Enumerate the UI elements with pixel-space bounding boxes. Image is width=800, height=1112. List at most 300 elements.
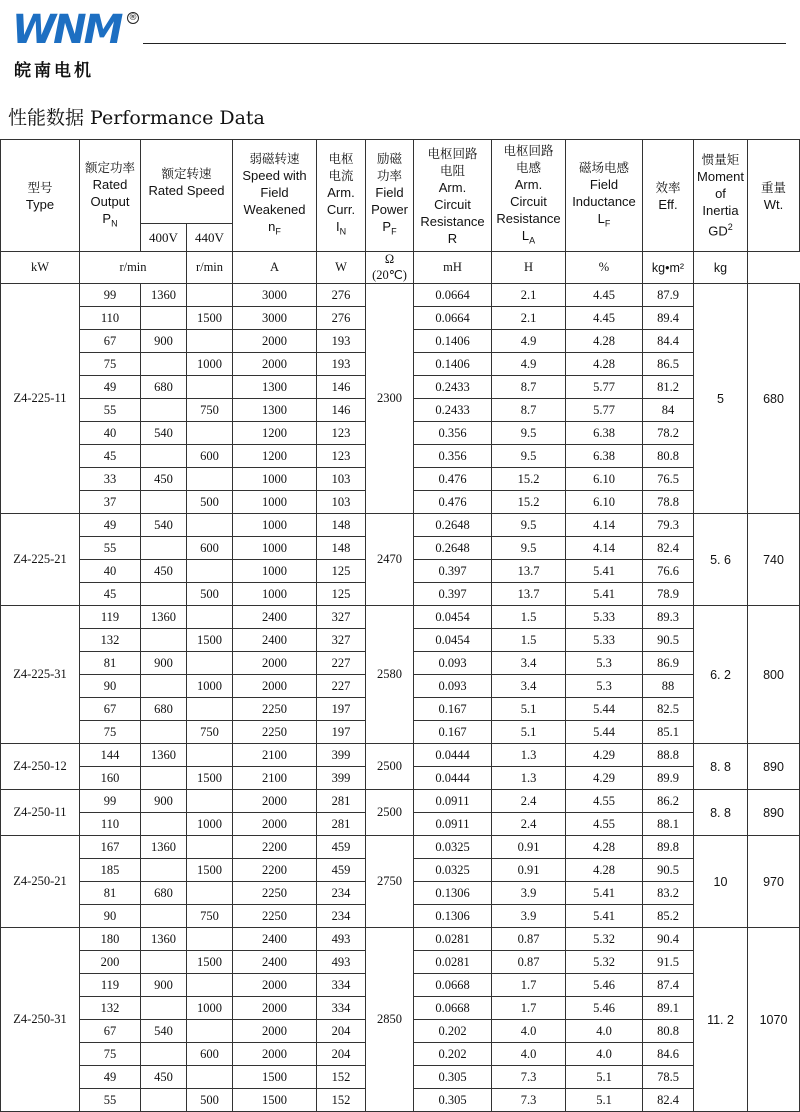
inertia-cell: 8. 8 [694, 744, 748, 790]
resistance-cell: 0.202 [414, 1020, 492, 1043]
field-inductance-cell: 5.41 [566, 583, 643, 606]
efficiency-cell: 91.5 [643, 951, 694, 974]
weakened-speed-cell: 2000 [233, 353, 317, 376]
current-cell: 103 [317, 491, 366, 514]
unit-cell: r/min [80, 252, 187, 284]
current-cell: 334 [317, 997, 366, 1020]
efficiency-cell: 78.9 [643, 583, 694, 606]
resistance-cell: 0.397 [414, 583, 492, 606]
type-cell: Z4-250-31 [1, 928, 80, 1112]
speed-400v-cell [141, 767, 187, 790]
resistance-cell: 0.476 [414, 491, 492, 514]
weakened-speed-cell: 1200 [233, 445, 317, 468]
resistance-cell: 0.397 [414, 560, 492, 583]
resistance-cell: 0.0444 [414, 767, 492, 790]
field-inductance-cell: 5.41 [566, 905, 643, 928]
speed-440v-cell [187, 928, 233, 951]
field-inductance-cell: 5.33 [566, 629, 643, 652]
resistance-cell: 0.0911 [414, 790, 492, 813]
speed-440v-cell: 500 [187, 491, 233, 514]
speed-400v-cell: 540 [141, 514, 187, 537]
arm-inductance-cell: 9.5 [492, 514, 566, 537]
weakened-speed-cell: 1200 [233, 422, 317, 445]
weakened-speed-cell: 2000 [233, 1020, 317, 1043]
resistance-cell: 0.2433 [414, 376, 492, 399]
arm-inductance-cell: 0.87 [492, 951, 566, 974]
speed-440v-cell: 600 [187, 1043, 233, 1066]
output-cell: 49 [80, 1066, 141, 1089]
speed-400v-cell: 1360 [141, 606, 187, 629]
resistance-cell: 0.093 [414, 675, 492, 698]
field-inductance-cell: 5.41 [566, 560, 643, 583]
efficiency-cell: 90.4 [643, 928, 694, 951]
table-row [1, 514, 800, 537]
speed-400v-cell: 900 [141, 790, 187, 813]
header-field-inductance: 磁场电感 Field Inductance $L_F$ [566, 140, 643, 252]
arm-inductance-cell: 5.1 [492, 698, 566, 721]
arm-inductance-cell: 7.3 [492, 1066, 566, 1089]
speed-400v-cell [141, 675, 187, 698]
weakened-speed-cell: 2250 [233, 905, 317, 928]
resistance-cell: 0.0281 [414, 928, 492, 951]
table-body [1, 252, 800, 1112]
field-inductance-cell: 4.55 [566, 813, 643, 836]
speed-440v-cell: 1000 [187, 813, 233, 836]
header-output: 额定功率 Rated Output $P_N$ [80, 140, 141, 252]
arm-inductance-cell: 1.3 [492, 767, 566, 790]
field-inductance-cell: 5.1 [566, 1089, 643, 1112]
current-cell: 204 [317, 1043, 366, 1066]
weakened-speed-cell: 2400 [233, 951, 317, 974]
output-cell: 81 [80, 652, 141, 675]
weight-cell: 800 [748, 606, 800, 744]
weakened-speed-cell: 2100 [233, 767, 317, 790]
field-inductance-cell: 5.46 [566, 974, 643, 997]
efficiency-cell: 81.2 [643, 376, 694, 399]
speed-400v-cell [141, 721, 187, 744]
speed-440v-cell: 600 [187, 537, 233, 560]
arm-inductance-cell: 3.9 [492, 905, 566, 928]
speed-400v-cell: 450 [141, 560, 187, 583]
header-type: 型号 Type [1, 140, 80, 252]
efficiency-cell: 85.1 [643, 721, 694, 744]
speed-440v-cell [187, 882, 233, 905]
output-cell: 185 [80, 859, 141, 882]
resistance-cell: 0.1306 [414, 905, 492, 928]
current-cell: 493 [317, 928, 366, 951]
speed-400v-cell: 900 [141, 652, 187, 675]
resistance-cell: 0.0325 [414, 859, 492, 882]
field-inductance-cell: 5.1 [566, 1066, 643, 1089]
current-cell: 152 [317, 1066, 366, 1089]
speed-400v-cell [141, 353, 187, 376]
speed-440v-cell [187, 1020, 233, 1043]
current-cell: 152 [317, 1089, 366, 1112]
header-weakened: 弱磁转速 Speed with Field Weakened $n_F$ [233, 140, 317, 252]
output-cell: 119 [80, 606, 141, 629]
weakened-speed-cell: 2400 [233, 928, 317, 951]
output-cell: 144 [80, 744, 141, 767]
output-cell: 99 [80, 284, 141, 307]
resistance-cell: 0.093 [414, 652, 492, 675]
unit-cell: W [317, 252, 366, 284]
current-cell: 227 [317, 652, 366, 675]
resistance-cell: 0.1406 [414, 353, 492, 376]
arm-inductance-cell: 1.3 [492, 744, 566, 767]
speed-440v-cell [187, 514, 233, 537]
weakened-speed-cell: 2400 [233, 629, 317, 652]
field-inductance-cell: 6.10 [566, 468, 643, 491]
arm-inductance-cell: 2.4 [492, 790, 566, 813]
header-current: 电枢 电流 Arm. Curr. $I_N$ [317, 140, 366, 252]
speed-400v-cell [141, 583, 187, 606]
efficiency-cell: 86.9 [643, 652, 694, 675]
weakened-speed-cell: 2000 [233, 1043, 317, 1066]
type-cell: Z4-225-31 [1, 606, 80, 744]
resistance-cell: 0.167 [414, 698, 492, 721]
speed-440v-cell [187, 284, 233, 307]
speed-400v-cell [141, 1043, 187, 1066]
arm-inductance-cell: 0.91 [492, 836, 566, 859]
speed-400v-cell [141, 951, 187, 974]
arm-inductance-cell: 5.1 [492, 721, 566, 744]
output-cell: 67 [80, 1020, 141, 1043]
field-power-cell: 2300 [366, 284, 414, 514]
resistance-cell: 0.0454 [414, 629, 492, 652]
speed-400v-cell: 680 [141, 698, 187, 721]
efficiency-cell: 89.9 [643, 767, 694, 790]
header-speed: 额定转速 Rated Speed [141, 140, 233, 224]
speed-440v-cell [187, 422, 233, 445]
speed-440v-cell: 1500 [187, 951, 233, 974]
speed-440v-cell: 1500 [187, 307, 233, 330]
output-cell: 167 [80, 836, 141, 859]
weakened-speed-cell: 2000 [233, 997, 317, 1020]
current-cell: 197 [317, 698, 366, 721]
unit-cell: A [233, 252, 317, 284]
arm-inductance-cell: 1.5 [492, 606, 566, 629]
speed-400v-cell: 450 [141, 1066, 187, 1089]
type-cell: Z4-225-11 [1, 284, 80, 514]
field-inductance-cell: 5.3 [566, 675, 643, 698]
output-cell: 99 [80, 790, 141, 813]
unit-cell: kg•m² [643, 252, 694, 284]
arm-inductance-cell: 13.7 [492, 583, 566, 606]
speed-440v-cell: 1500 [187, 859, 233, 882]
current-cell: 276 [317, 284, 366, 307]
output-cell: 75 [80, 721, 141, 744]
resistance-cell: 0.0281 [414, 951, 492, 974]
resistance-cell: 0.356 [414, 422, 492, 445]
current-cell: 493 [317, 951, 366, 974]
weakened-speed-cell: 1000 [233, 583, 317, 606]
field-power-cell: 2500 [366, 790, 414, 836]
current-cell: 327 [317, 606, 366, 629]
resistance-cell: 0.1406 [414, 330, 492, 353]
resistance-cell: 0.0325 [414, 836, 492, 859]
header-440v: 440V [187, 224, 233, 252]
type-cell: Z4-225-21 [1, 514, 80, 606]
current-cell: 234 [317, 882, 366, 905]
weakened-speed-cell: 2000 [233, 675, 317, 698]
speed-440v-cell: 500 [187, 583, 233, 606]
weight-cell: 890 [748, 790, 800, 836]
arm-inductance-cell: 9.5 [492, 422, 566, 445]
field-power-cell: 2470 [366, 514, 414, 606]
weight-cell: 890 [748, 744, 800, 790]
brand-mark: WNM [12, 7, 121, 53]
weakened-speed-cell: 1500 [233, 1066, 317, 1089]
resistance-cell: 0.1306 [414, 882, 492, 905]
current-cell: 327 [317, 629, 366, 652]
current-cell: 281 [317, 790, 366, 813]
speed-400v-cell [141, 859, 187, 882]
efficiency-cell: 80.8 [643, 1020, 694, 1043]
speed-440v-cell: 1500 [187, 629, 233, 652]
speed-440v-cell [187, 790, 233, 813]
efficiency-cell: 82.4 [643, 1089, 694, 1112]
weakened-speed-cell: 2200 [233, 859, 317, 882]
output-cell: 180 [80, 928, 141, 951]
speed-440v-cell: 1500 [187, 767, 233, 790]
arm-inductance-cell: 7.3 [492, 1089, 566, 1112]
current-cell: 276 [317, 307, 366, 330]
output-cell: 90 [80, 675, 141, 698]
arm-inductance-cell: 4.9 [492, 353, 566, 376]
output-cell: 49 [80, 376, 141, 399]
efficiency-cell: 76.6 [643, 560, 694, 583]
current-cell: 148 [317, 537, 366, 560]
current-cell: 125 [317, 583, 366, 606]
table-row [1, 928, 800, 951]
weakened-speed-cell: 1000 [233, 560, 317, 583]
table-row [1, 284, 800, 307]
weakened-speed-cell: 1300 [233, 376, 317, 399]
unit-cell: mH [414, 252, 492, 284]
resistance-cell: 0.2433 [414, 399, 492, 422]
speed-440v-cell [187, 468, 233, 491]
current-cell: 399 [317, 744, 366, 767]
output-cell: 40 [80, 422, 141, 445]
registered-mark: ® [128, 13, 138, 23]
current-cell: 281 [317, 813, 366, 836]
output-cell: 55 [80, 537, 141, 560]
speed-440v-cell: 750 [187, 721, 233, 744]
speed-440v-cell [187, 560, 233, 583]
field-inductance-cell: 5.32 [566, 928, 643, 951]
type-cell: Z4-250-21 [1, 836, 80, 928]
output-cell: 45 [80, 445, 141, 468]
speed-440v-cell [187, 1066, 233, 1089]
field-inductance-cell: 4.45 [566, 307, 643, 330]
output-cell: 75 [80, 353, 141, 376]
arm-inductance-cell: 13.7 [492, 560, 566, 583]
speed-400v-cell: 680 [141, 376, 187, 399]
weakened-speed-cell: 2250 [233, 721, 317, 744]
efficiency-cell: 85.2 [643, 905, 694, 928]
field-power-cell: 2750 [366, 836, 414, 928]
unit-cell: % [566, 252, 643, 284]
efficiency-cell: 88.1 [643, 813, 694, 836]
efficiency-cell: 87.9 [643, 284, 694, 307]
speed-400v-cell [141, 905, 187, 928]
arm-inductance-cell: 15.2 [492, 468, 566, 491]
field-inductance-cell: 5.41 [566, 882, 643, 905]
page-title: 性能数据 Performance Data [8, 107, 265, 129]
current-cell: 193 [317, 353, 366, 376]
efficiency-cell: 78.2 [643, 422, 694, 445]
efficiency-cell: 83.2 [643, 882, 694, 905]
efficiency-cell: 87.4 [643, 974, 694, 997]
output-cell: 55 [80, 399, 141, 422]
weakened-speed-cell: 2000 [233, 813, 317, 836]
speed-440v-cell [187, 698, 233, 721]
table-row [1, 790, 800, 813]
efficiency-cell: 82.5 [643, 698, 694, 721]
speed-400v-cell [141, 445, 187, 468]
speed-400v-cell [141, 813, 187, 836]
speed-440v-cell: 600 [187, 445, 233, 468]
resistance-cell: 0.0664 [414, 307, 492, 330]
field-inductance-cell: 5.32 [566, 951, 643, 974]
field-inductance-cell: 5.33 [566, 606, 643, 629]
weakened-speed-cell: 2000 [233, 652, 317, 675]
field-inductance-cell: 4.14 [566, 514, 643, 537]
speed-440v-cell: 750 [187, 399, 233, 422]
current-cell: 399 [317, 767, 366, 790]
unit-cell: r/min [187, 252, 233, 284]
output-cell: 33 [80, 468, 141, 491]
resistance-cell: 0.305 [414, 1066, 492, 1089]
header-arm-inductance: 电枢回路 电感 Arm. Circuit Resistance $L_A$ [492, 140, 566, 252]
efficiency-cell: 78.8 [643, 491, 694, 514]
output-cell: 37 [80, 491, 141, 514]
arm-inductance-cell: 0.87 [492, 928, 566, 951]
header-weight: 重量 Wt. [748, 140, 800, 252]
output-cell: 45 [80, 583, 141, 606]
efficiency-cell: 86.2 [643, 790, 694, 813]
header-field-power: 励磁 功率 Field Power $P_F$ [366, 140, 414, 252]
output-cell: 67 [80, 698, 141, 721]
units-row [1, 252, 800, 284]
efficiency-cell: 84.4 [643, 330, 694, 353]
speed-400v-cell: 1360 [141, 744, 187, 767]
current-cell: 148 [317, 514, 366, 537]
unit-cell: kW [1, 252, 80, 284]
inertia-cell: 5 [694, 284, 748, 514]
weakened-speed-cell: 1000 [233, 491, 317, 514]
efficiency-cell: 88 [643, 675, 694, 698]
field-inductance-cell: 4.28 [566, 859, 643, 882]
field-inductance-cell: 4.45 [566, 284, 643, 307]
arm-inductance-cell: 2.1 [492, 284, 566, 307]
resistance-cell: 0.0911 [414, 813, 492, 836]
arm-inductance-cell: 1.7 [492, 997, 566, 1020]
arm-inductance-cell: 4.0 [492, 1020, 566, 1043]
speed-400v-cell: 1360 [141, 928, 187, 951]
header-inertia: 惯量矩 Moment of Inertia $GD^2$ [694, 140, 748, 252]
speed-400v-cell: 450 [141, 468, 187, 491]
efficiency-cell: 76.5 [643, 468, 694, 491]
arm-inductance-cell: 15.2 [492, 491, 566, 514]
field-inductance-cell: 5.77 [566, 376, 643, 399]
weakened-speed-cell: 1000 [233, 514, 317, 537]
arm-inductance-cell: 4.9 [492, 330, 566, 353]
efficiency-cell: 84 [643, 399, 694, 422]
speed-440v-cell: 750 [187, 905, 233, 928]
speed-440v-cell: 500 [187, 1089, 233, 1112]
weakened-speed-cell: 2000 [233, 790, 317, 813]
output-cell: 49 [80, 514, 141, 537]
weakened-speed-cell: 3000 [233, 307, 317, 330]
output-cell: 67 [80, 330, 141, 353]
speed-440v-cell [187, 376, 233, 399]
current-cell: 459 [317, 836, 366, 859]
inertia-cell: 11. 2 [694, 928, 748, 1112]
output-cell: 132 [80, 997, 141, 1020]
arm-inductance-cell: 2.4 [492, 813, 566, 836]
current-cell: 204 [317, 1020, 366, 1043]
output-cell: 55 [80, 1089, 141, 1112]
efficiency-cell: 90.5 [643, 859, 694, 882]
speed-400v-cell: 1360 [141, 836, 187, 859]
speed-400v-cell: 540 [141, 422, 187, 445]
inertia-cell: 10 [694, 836, 748, 928]
brand-name: 皖南电机 [14, 61, 94, 81]
current-cell: 125 [317, 560, 366, 583]
output-cell: 200 [80, 951, 141, 974]
type-cell: Z4-250-12 [1, 744, 80, 790]
arm-inductance-cell: 9.5 [492, 445, 566, 468]
resistance-cell: 0.0668 [414, 997, 492, 1020]
arm-inductance-cell: 8.7 [492, 376, 566, 399]
resistance-cell: 0.0664 [414, 284, 492, 307]
resistance-cell: 0.356 [414, 445, 492, 468]
field-inductance-cell: 5.44 [566, 721, 643, 744]
current-cell: 123 [317, 445, 366, 468]
current-cell: 193 [317, 330, 366, 353]
weight-cell: 740 [748, 514, 800, 606]
header-resistance: 电枢回路 电阻 Arm. Circuit Resistance R [414, 140, 492, 252]
field-inductance-cell: 4.14 [566, 537, 643, 560]
weight-cell: 970 [748, 836, 800, 928]
arm-inductance-cell: 0.91 [492, 859, 566, 882]
resistance-cell: 0.476 [414, 468, 492, 491]
speed-440v-cell [187, 836, 233, 859]
resistance-cell: 0.167 [414, 721, 492, 744]
current-cell: 459 [317, 859, 366, 882]
arm-inductance-cell: 8.7 [492, 399, 566, 422]
current-cell: 103 [317, 468, 366, 491]
efficiency-cell: 78.5 [643, 1066, 694, 1089]
speed-440v-cell [187, 330, 233, 353]
arm-inductance-cell: 1.7 [492, 974, 566, 997]
speed-400v-cell [141, 629, 187, 652]
field-inductance-cell: 4.29 [566, 744, 643, 767]
field-inductance-cell: 4.28 [566, 836, 643, 859]
field-power-cell: 2850 [366, 928, 414, 1112]
header-rule [143, 43, 786, 44]
field-inductance-cell: 4.28 [566, 330, 643, 353]
efficiency-cell: 84.6 [643, 1043, 694, 1066]
efficiency-cell: 80.8 [643, 445, 694, 468]
weakened-speed-cell: 2200 [233, 836, 317, 859]
speed-400v-cell [141, 1089, 187, 1112]
speed-440v-cell [187, 744, 233, 767]
output-cell: 90 [80, 905, 141, 928]
field-inductance-cell: 4.0 [566, 1043, 643, 1066]
speed-400v-cell: 540 [141, 1020, 187, 1043]
